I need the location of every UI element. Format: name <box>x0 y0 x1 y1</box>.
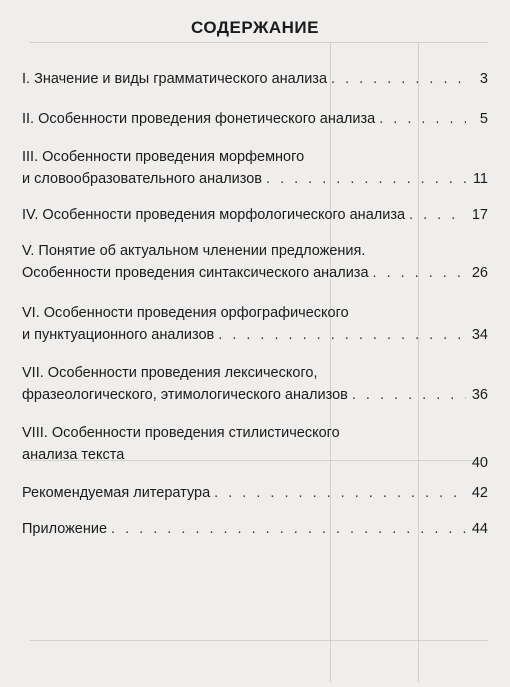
dot-leader <box>331 68 466 90</box>
toc-entry-title-line: и пунктуационного анализов <box>22 327 215 343</box>
toc-page-number: 42 <box>471 485 488 501</box>
toc-page-number: 40 <box>471 455 488 471</box>
dot-leader <box>218 324 466 346</box>
toc-entry-title-line: V. Понятие об актуальном членении предложения. <box>22 243 366 259</box>
toc-entry-title-line: VII. Особенности проведения лексического, <box>22 365 318 381</box>
toc-entry-6[interactable] <box>22 302 488 346</box>
toc-entry-title: Приложение <box>22 521 108 537</box>
toc-entry-2[interactable] <box>22 108 488 130</box>
toc-entry-7[interactable] <box>22 362 488 406</box>
toc-entry-10[interactable] <box>22 518 488 540</box>
toc-page-number: 44 <box>471 521 488 537</box>
bleed-through-line <box>30 42 488 43</box>
dot-leader <box>352 384 466 406</box>
toc-entry-9[interactable] <box>22 482 488 504</box>
dot-leader <box>214 482 466 504</box>
toc-entry-8[interactable] <box>22 422 488 471</box>
toc-entry-title-line: III. Особенности проведения морфемного <box>22 149 305 165</box>
toc-entry-5[interactable] <box>22 240 488 284</box>
toc-entry-title-line: и словообразовательного анализов <box>22 171 263 187</box>
toc-entry-1[interactable] <box>22 68 488 90</box>
dot-leader <box>379 108 466 130</box>
toc-entry-title-line: Особенности проведения синтаксического анализа <box>22 265 369 281</box>
toc-entry-title: IV. Особенности проведения морфологического анализа <box>22 207 406 223</box>
toc-entry-title: Рекомендуемая литература <box>22 485 211 501</box>
toc-page-number: 5 <box>479 111 488 127</box>
toc-page-number: 3 <box>479 71 488 87</box>
toc-entry-3[interactable] <box>22 146 488 190</box>
toc-entry-title: I. Значение и виды грамматического анализа <box>22 71 328 87</box>
toc-page-number: 36 <box>471 387 488 403</box>
bleed-through-line <box>30 640 488 641</box>
dot-leader <box>111 518 466 540</box>
toc-entry-4[interactable] <box>22 204 488 226</box>
dot-leader <box>266 168 466 190</box>
toc-entry-title-line: VIII. Особенности проведения стилистического <box>22 425 340 441</box>
toc-entry-title-line: VI. Особенности проведения орфографического <box>22 305 349 321</box>
page-title: СОДЕРЖАНИЕ <box>191 18 319 37</box>
toc-entry-title-line: фразеологического, этимологического анализов <box>22 387 348 403</box>
toc-page-number: 17 <box>471 207 488 223</box>
toc-page-number: 11 <box>472 171 488 187</box>
dot-leader <box>373 262 466 284</box>
toc-page-number: 34 <box>471 327 488 343</box>
dot-leader <box>409 204 466 226</box>
toc-entry-title-line: анализа текста <box>22 447 125 463</box>
toc-entry-title: II. Особенности проведения фонетического анализа <box>22 111 376 127</box>
toc-page-number: 26 <box>471 265 488 281</box>
